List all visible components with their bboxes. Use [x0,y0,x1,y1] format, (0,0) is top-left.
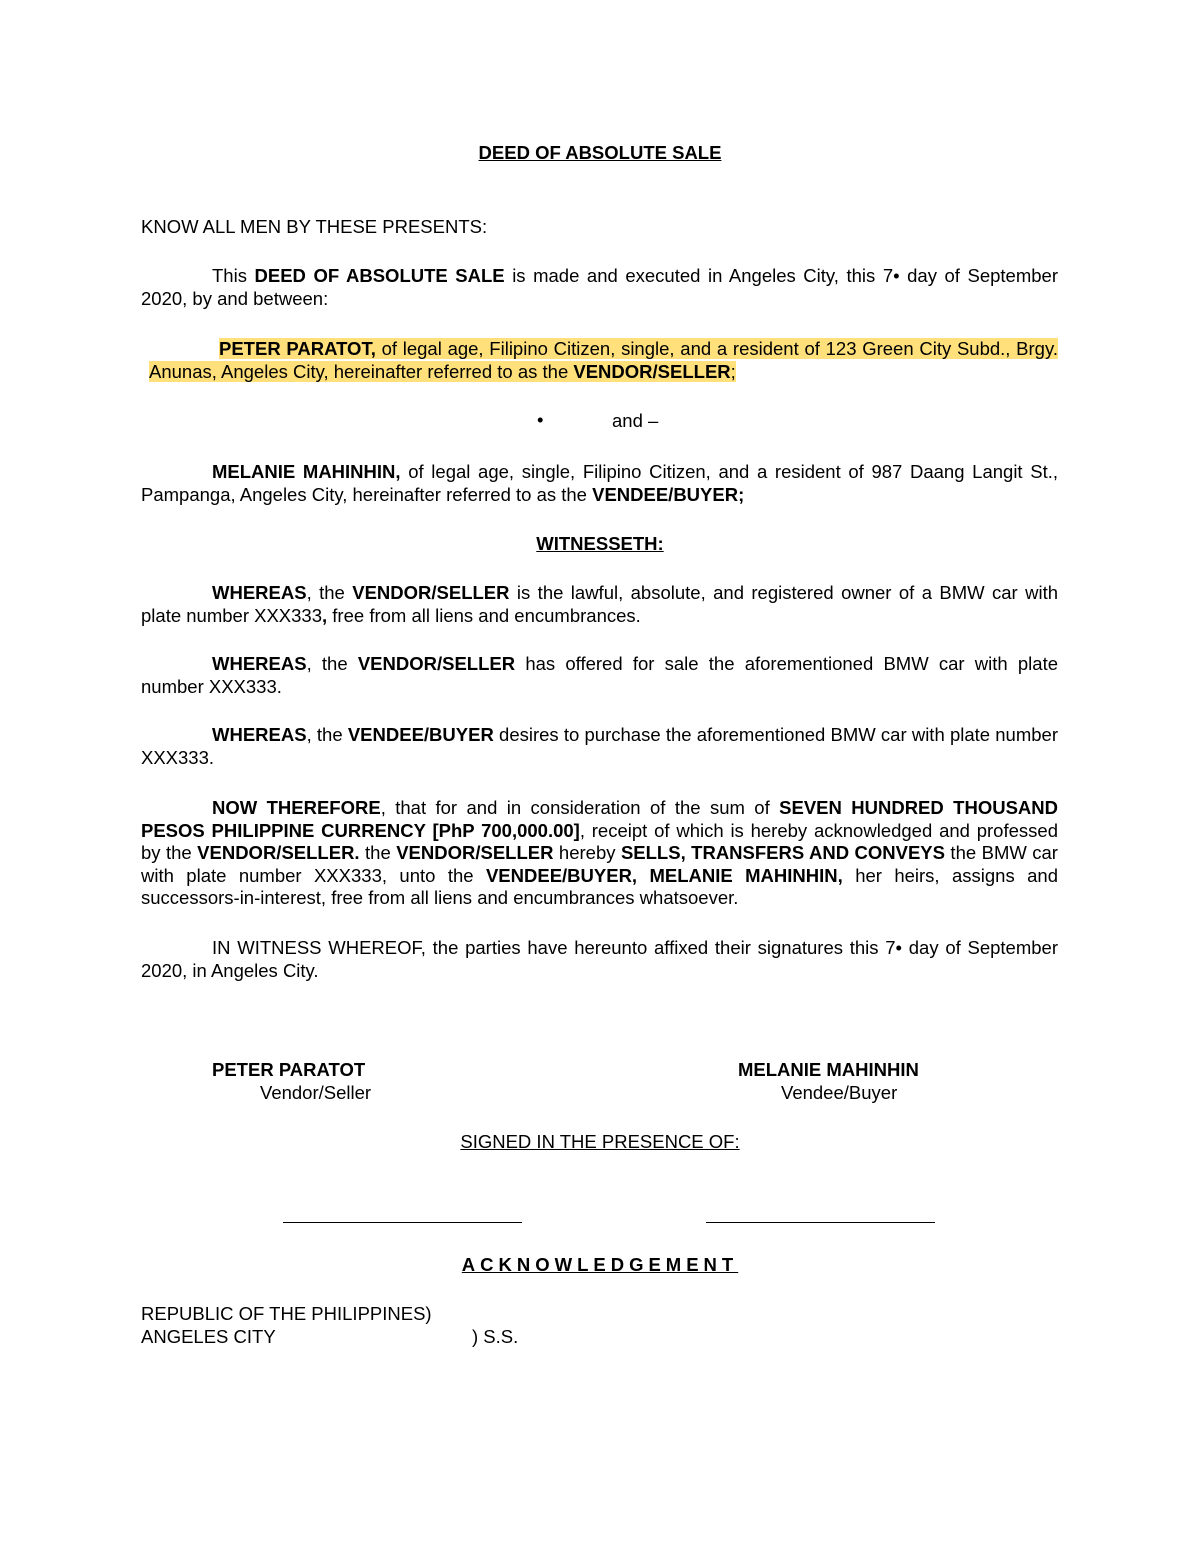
signed-presence-text: SIGNED IN THE PRESENCE OF: [460,1131,740,1152]
whereas-1-party: VENDOR/SELLER [352,582,510,603]
vendor-signatory-role: Vendor/Seller [260,1082,372,1103]
now-therefore-text-1: , that for and in consideration of the sum of [380,797,780,818]
vendor-paragraph [149,338,1058,383]
whereas-3-text-2: desires to purchase the aforementioned BMW car with plate number XXX333. [141,724,1058,768]
whereas-1-keyword: WHEREAS [212,582,307,603]
acknowledgement-text: ACKNOWLEDGEMENT [461,1254,739,1275]
vendor-signatory-name: PETER PARATOT [212,1059,366,1080]
whereas-2-keyword: WHEREAS [212,653,307,674]
republic-line: REPUBLIC OF THE PHILIPPINES) [141,1303,432,1324]
whereas-paragraph-2 [141,653,1058,698]
whereas-1-text-1: , the [306,582,353,603]
vendor-description: of legal age, Filipino Citizen, single, and a resident of 123 Green City Subd., Brgy. Anunas, Angeles City, hereinafter referred to as the [149,338,1058,382]
whereas-1-text-3: free from all liens and encumbrances. [327,604,641,626]
vendor-role: VENDOR/SELLER [573,360,731,382]
witness-signature-line-2 [706,1222,935,1223]
witnesseth-text: WITNESSETH: [536,533,664,554]
vendor-name: PETER PARATOT, [219,338,376,359]
whereas-3-party: VENDEE/BUYER [347,724,494,745]
now-therefore-party-3: VENDEE/BUYER, MELANIE MAHINHIN, [485,864,843,886]
vendee-description: of legal age, single, Filipino Citizen, and a resident of 987 Daang Langit St., Pampanga, Angeles City, hereinafter referred to as the [141,461,1058,505]
vendee-signatory-name: MELANIE MAHINHIN [738,1059,919,1080]
purchase-price: SEVEN HUNDRED THOUSAND PESOS PHILIPPINE CURRENCY [PhP 700,000.00] [141,797,1058,841]
whereas-2-party: VENDOR/SELLER [357,653,516,674]
now-therefore-party-2: VENDOR/SELLER [396,842,554,863]
now-therefore-text-2: , receipt of which is hereby acknowledged and professed by the [141,819,1058,863]
vendee-role: VENDEE/BUYER; [592,483,745,505]
whereas-1-comma: , [322,604,328,626]
whereas-1-text-2: is the lawful, absolute, and registered owner of a BMW car with plate number XXX333 [141,582,1059,626]
opening-line: KNOW ALL MEN BY THESE PRESENTS: [141,216,488,237]
and-separator: and – [612,410,659,431]
whereas-3-keyword: WHEREAS [212,724,307,745]
now-therefore-paragraph [141,797,1058,910]
intro-text-2: is made and executed in Angeles City, this 7• day of September 2020, by and between: [141,265,1058,309]
now-therefore-text-4: hereby [553,842,621,863]
now-therefore-action: SELLS, TRANSFERS AND CONVEYS [620,842,945,863]
now-therefore-text-3: the [359,842,397,863]
intro-paragraph [141,265,1058,310]
now-therefore-text-5: the BMW car with plate number XXX333, unto the [141,842,1058,886]
ss-marker: ) S.S. [472,1326,519,1347]
vendee-paragraph [141,461,1058,506]
vendor-semicolon: ; [730,360,736,382]
whereas-paragraph-3 [141,724,1058,769]
whereas-paragraph-1 [141,582,1058,627]
whereas-2-text-1: , the [306,653,358,674]
city-line: ANGELES CITY [141,1326,276,1347]
vendee-name: MELANIE MAHINHIN, [212,461,401,482]
whereas-3-text-1: , the [306,724,348,745]
now-therefore-text-6: her heirs, assigns and successors-in-interest, free from all liens and encumbrances whatsoever. [141,864,1058,908]
intro-bold-title: DEED OF ABSOLUTE SALE [254,265,505,286]
in-witness-text: IN WITNESS WHEREOF, the parties have hereunto affixed their signatures this 7• day of September 2020, in Angeles City. [141,937,1058,981]
now-therefore-keyword: NOW THEREFORE [212,797,381,818]
signed-presence-heading [0,1131,1200,1154]
vendee-signatory-role: Vendee/Buyer [781,1082,898,1103]
document-title: DEED OF ABSOLUTE SALE [478,142,722,163]
whereas-2-text-2: has offered for sale the aforementioned BMW car with plate number XXX333. [141,653,1058,697]
intro-text-1: This [212,265,255,286]
witness-signature-line-1 [283,1222,522,1223]
acknowledgement-heading [0,1254,1200,1277]
now-therefore-party-1: VENDOR/SELLER. [197,842,360,863]
in-witness-paragraph [141,937,1058,982]
bullet-icon: • [537,409,544,430]
witnesseth-heading [0,533,1200,556]
